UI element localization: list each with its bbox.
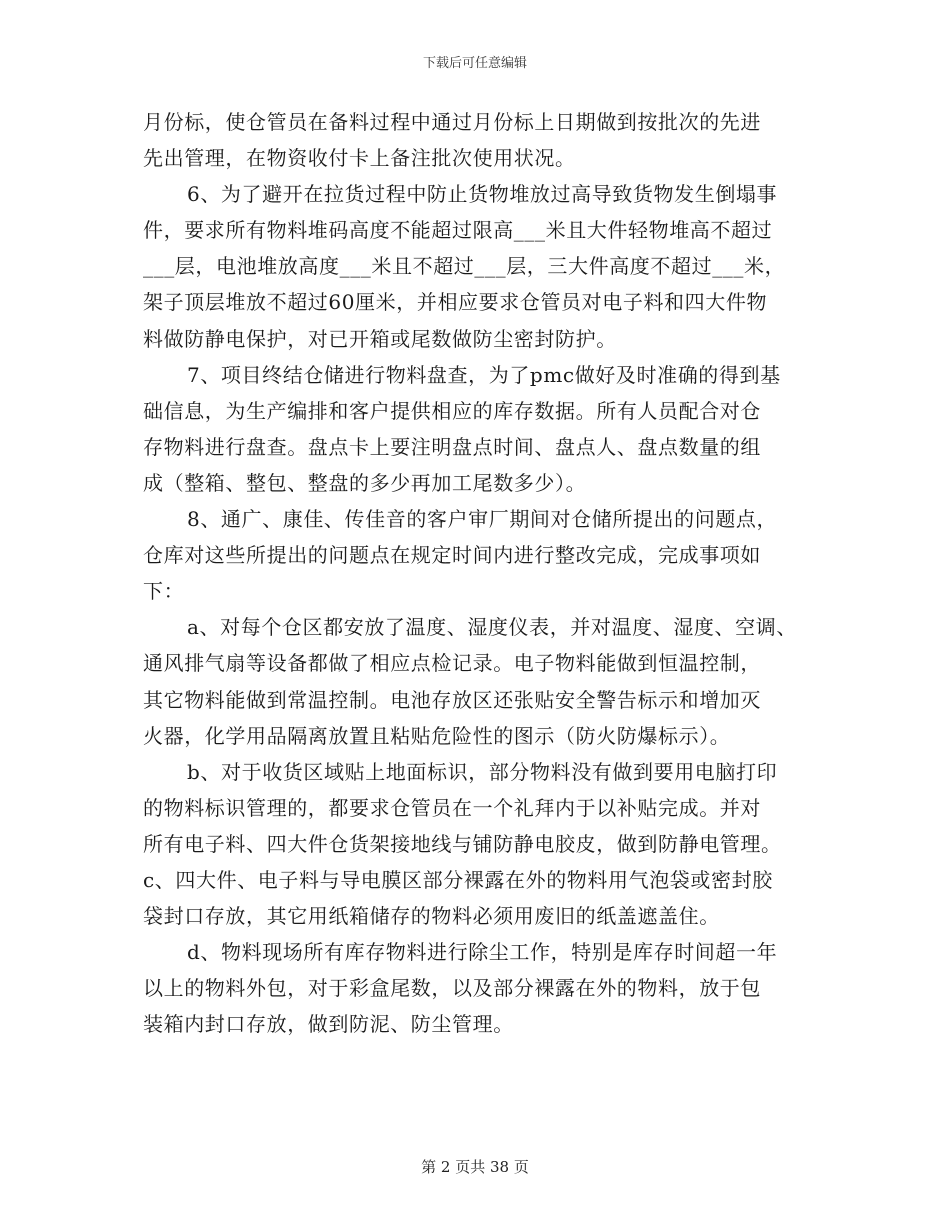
text-line: a、对每个仓区都安放了温度、湿度仪表，并对温度、湿度、空调、 — [187, 615, 797, 640]
text-line: 6、为了避开在拉货过程中防止货物堆放过高导致货物发生倒塌事 — [187, 182, 778, 207]
text-line: 下： — [143, 579, 185, 604]
text-line: 件，要求所有物料堆码高度不能超过限高___米且大件轻物堆高不超过 — [143, 218, 773, 243]
text-line: 先出管理，在物资收付卡上备注批次使用状况。 — [143, 146, 576, 171]
document-body — [143, 104, 833, 1042]
text-line: 月份标，使仓管员在备料过程中通过月份标上日期做到按批次的先进 — [143, 110, 761, 134]
page-footer: 第 2 页共 38 页 — [421, 1158, 529, 1176]
text-line: 通风排气扇等设备都做了相应点检记录。电子物料能做到恒温控制， — [143, 651, 761, 676]
text-line: 其它物料能做到常温控制。电池存放区还张贴安全警告标示和增加灭 — [143, 687, 761, 712]
text-line: 所有电子料、四大件仓货架接地线与铺防静电胶皮，做到防静电管理。 — [143, 831, 782, 856]
text-line: 装箱内封口存放，做到防泥、防尘管理。 — [143, 1012, 514, 1037]
text-line: b、对于收货区域贴上地面标识，部分物料没有做到要用电脑打印 — [187, 759, 778, 784]
text-line: c、四大件、电子料与导电膜区部分裸露在外的物料用气泡袋或密封胶 — [143, 867, 773, 892]
text-line: 础信息，为生产编排和客户提供相应的库存数据。所有人员配合对仓 — [143, 398, 761, 423]
text-line: 料做防静电保护，对已开箱或尾数做防尘密封防护。 — [143, 326, 617, 351]
text-line: 火器，化学用品隔离放置且粘贴危险性的图示（防火防爆标示）。 — [143, 723, 731, 748]
text-line: ___层，电池堆放高度___米且不超过___层，三大件高度不超过___米， — [143, 254, 786, 279]
page-header: 下载后可任意编辑 — [422, 56, 527, 71]
text-line: 的物料标识管理的，都要求仓管员在一个礼拜内于以补贴完成。并对 — [143, 795, 761, 820]
text-line: 架子顶层堆放不超过60厘米，并相应要求仓管员对电子料和四大件物 — [143, 290, 768, 315]
text-line: 8、通广、康佳、传佳音的客户审厂期间对仓储所提出的问题点， — [187, 507, 778, 532]
text-line: d、物料现场所有库存物料进行除尘工作，特别是库存时间超一年 — [187, 940, 778, 965]
text-line: 仓库对这些所提出的问题点在规定时间内进行整改完成，完成事项如 — [143, 543, 761, 568]
text-line: 7、项目终结仓储进行物料盘查，为了pmc做好及时准确的得到基 — [187, 362, 781, 387]
text-line: 成（整箱、整包、整盘的多少再加工尾数多少）。 — [143, 470, 587, 495]
text-line: 袋封口存放，其它用纸箱储存的物料必须用废旧的纸盖遮盖住。 — [143, 904, 720, 929]
text-line: 存物料进行盘查。盘点卡上要注明盘点时间、盘点人、盘点数量的组 — [143, 434, 761, 459]
text-line: 以上的物料外包，对于彩盒尾数，以及部分裸露在外的物料，放于包 — [143, 976, 761, 1001]
